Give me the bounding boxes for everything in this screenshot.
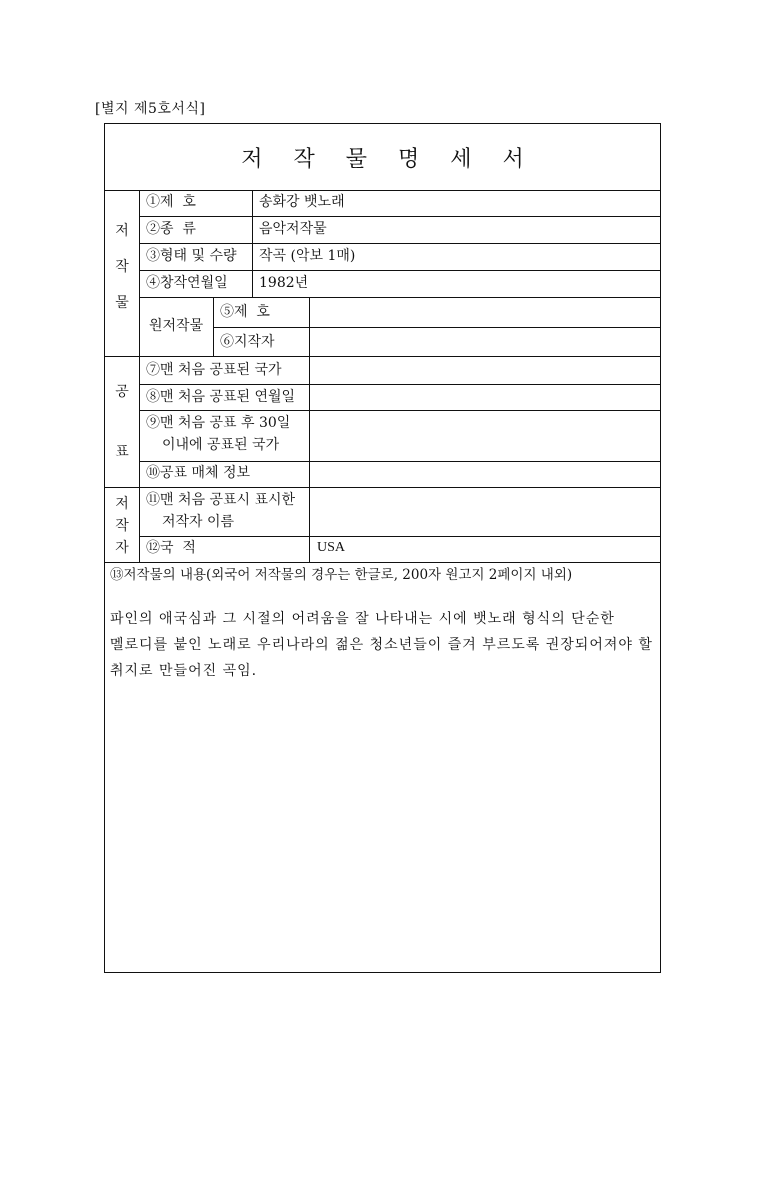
field-label-within30-cont: 이내에 공표된 국가 (162, 437, 280, 453)
section-label-author (105, 493, 139, 557)
section-divider (105, 562, 660, 563)
section-divider (105, 356, 660, 357)
field-value-type: 음악저작물 (259, 221, 327, 237)
row-divider (139, 270, 660, 271)
field-value-nationality: USA (317, 540, 346, 555)
section-char: 저 (115, 496, 129, 512)
section-char: 작 (115, 518, 129, 534)
section-char: 표 (115, 444, 129, 460)
row-divider (213, 327, 660, 328)
field-label-within30: ⑨맨 처음 공표 후 30일 (146, 415, 291, 431)
field-value-form-quantity: 작곡 (악보 1매) (259, 248, 356, 264)
section-char: 작 (115, 259, 129, 275)
work-specification-form (104, 123, 661, 973)
row-divider (139, 297, 660, 298)
content-header: ⑬저작물의 내용(외국어 저작물의 경우는 한글로, 200자 원고지 2페이지 내외) (110, 567, 573, 583)
section-divider (105, 487, 660, 488)
field-label-original-title: ⑤제 호 (220, 304, 270, 320)
row-divider (139, 243, 660, 244)
section-char: 물 (115, 295, 129, 311)
field-label-author-name: ⑪맨 처음 공표시 표시한 (146, 492, 296, 508)
field-label-nationality: ⑫국 적 (146, 540, 196, 556)
section-char: 자 (115, 540, 129, 556)
field-value-creation-date: 1982년 (259, 275, 309, 291)
original-work-label: 원저작물 (149, 318, 204, 334)
row-divider (139, 536, 660, 537)
row-divider (139, 216, 660, 217)
field-label-creation-date: ④창작연월일 (146, 275, 228, 291)
row-divider (139, 461, 660, 462)
content-body: 파인의 애국심과 그 시절의 어려움을 잘 나타내는 시에 뱃노래 형식의 단순한 멜로디를 붙인 노래로 우리나라의 젊은 청소년들이 즐겨 부르도록 권장되어져야 할 취지로 만들어진 곡임. (110, 611, 653, 679)
row-divider (139, 384, 660, 385)
field-label-form-quantity: ③형태 및 수량 (146, 248, 237, 264)
section-char: 공 (115, 384, 129, 400)
field-label-original-author: ⑥지작자 (220, 334, 275, 350)
field-label-first-date: ⑧맨 처음 공표된 연월일 (146, 389, 296, 405)
form-title: 저 작 물 명 세 서 (241, 146, 536, 172)
field-label-type: ②종 류 (146, 221, 196, 237)
field-label-first-country: ⑦맨 처음 공표된 국가 (146, 362, 282, 378)
column-divider (252, 190, 253, 298)
field-label-title: ①제 호 (146, 194, 196, 210)
field-label-author-name-cont: 저작자 이름 (162, 514, 235, 530)
title-row (105, 124, 660, 191)
field-value-title: 송화강 뱃노래 (259, 194, 345, 210)
section-label-publication (105, 381, 139, 461)
form-number-label: [별지 제5호서식] (95, 101, 206, 117)
section-char: 저 (115, 223, 129, 239)
field-label-media: ⑩공표 매체 정보 (146, 465, 251, 481)
row-divider (139, 410, 660, 411)
column-divider (213, 297, 214, 356)
column-divider (309, 297, 310, 562)
section-label-work (105, 220, 139, 312)
column-divider (139, 190, 140, 562)
